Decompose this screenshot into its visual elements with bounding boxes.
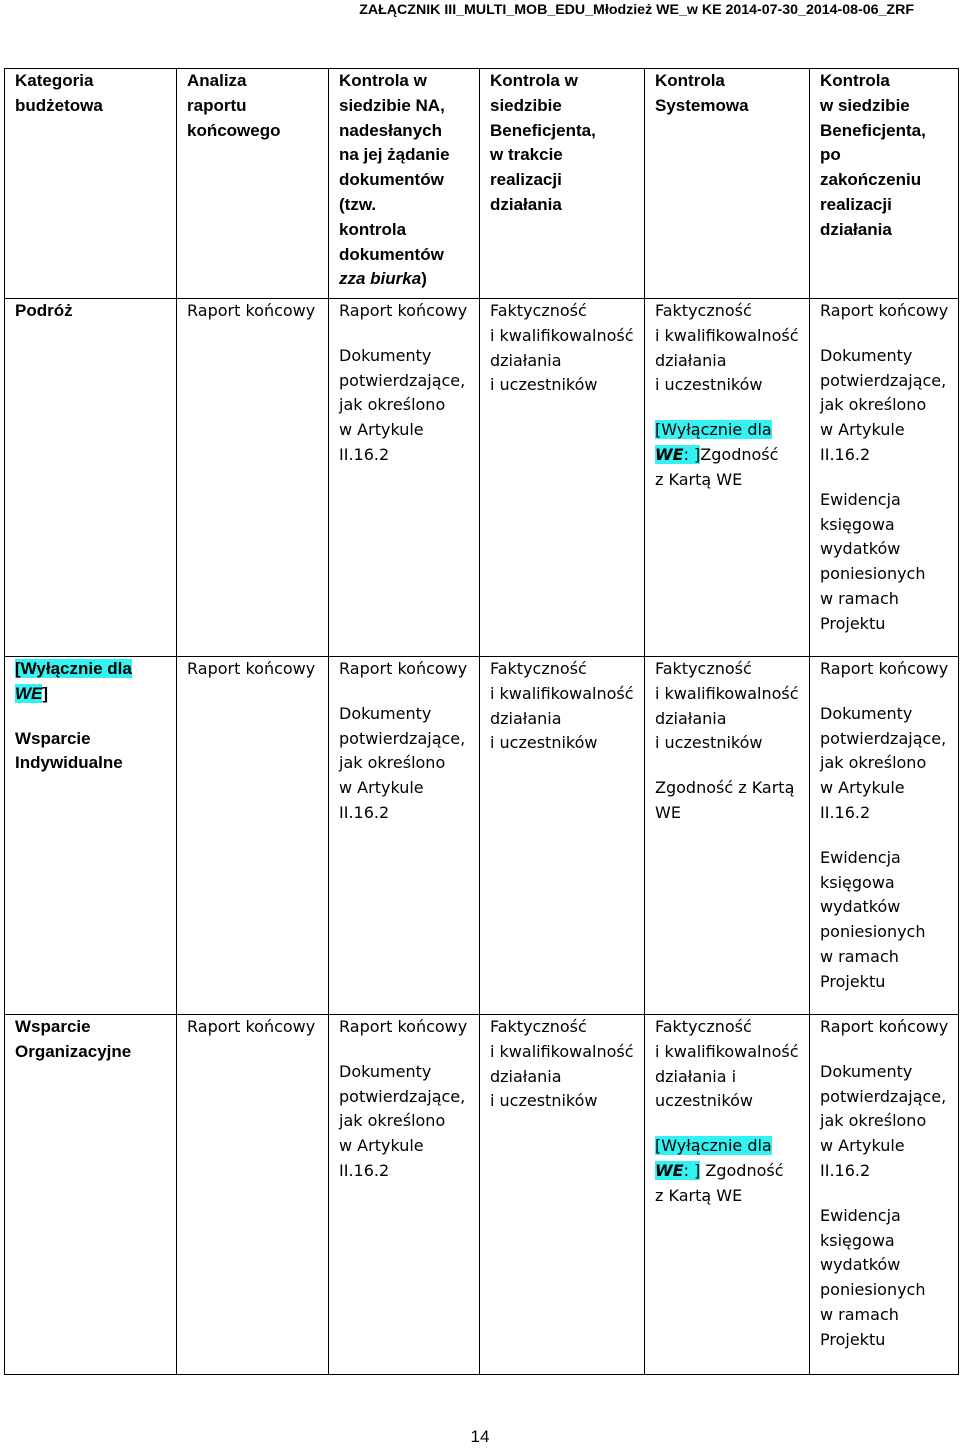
- highlight-we-only: [Wyłącznie dla: [655, 420, 772, 440]
- header-budget-category: Kategoria budżetowa: [5, 69, 177, 299]
- travel-system-check: Faktyczność i kwalifikowalność działania i uczestników [Wyłącznie dla WE: ]Zgodność z Kartą WE: [645, 299, 810, 657]
- travel-category: Podróż: [5, 299, 177, 657]
- organisational-final-check: Raport końcowy Dokumenty potwierdzające, jak określono w Artykule II.16.2 Ewidencja księgowa wydatków poniesionych w ramach Projektu: [810, 1015, 959, 1375]
- header-row: [5, 69, 959, 299]
- organisational-analysis: Raport końcowy: [177, 1015, 329, 1375]
- individual-desk-check: Raport końcowy Dokumenty potwierdzające, jak określono w Artykule II.16.2: [329, 657, 480, 1015]
- travel-ongoing-check: Faktyczność i kwalifikowalność działania i uczestników: [480, 299, 645, 657]
- table-row-travel: [5, 299, 959, 657]
- header-onsite-check-during: Kontrola w siedzibie Beneficjenta, w trakcie realizacji działania: [480, 69, 645, 299]
- individual-category: [Wyłącznie dla WE] Wsparcie Indywidualne: [5, 657, 177, 1015]
- travel-analysis: Raport końcowy: [177, 299, 329, 657]
- header-system-check: Kontrola Systemowa: [645, 69, 810, 299]
- control-matrix-table: [4, 68, 959, 1375]
- table-row-organisational-support: [5, 1015, 959, 1375]
- travel-desk-check: Raport końcowy Dokumenty potwierdzające, jak określono w Artykule II.16.2: [329, 299, 480, 657]
- header-onsite-check-after: Kontrola w siedzibie Beneficjenta, po zakończeniu realizacji działania: [810, 69, 959, 299]
- table-row-individual-support: [5, 657, 959, 1015]
- organisational-ongoing-check: Faktyczność i kwalifikowalność działania i uczestników: [480, 1015, 645, 1375]
- header-desk-check: Kontrola w siedzibie NA, nadesłanych na jej żądanie dokumentów (tzw. kontrola dokumentów zza biurka): [329, 69, 480, 299]
- individual-analysis: Raport końcowy: [177, 657, 329, 1015]
- highlight-we-only: [Wyłącznie dla: [655, 1136, 772, 1156]
- individual-system-check: Faktyczność i kwalifikowalność działania i uczestników Zgodność z Kartą WE: [645, 657, 810, 1015]
- header-final-report-analysis: Analiza raportu końcowego: [177, 69, 329, 299]
- travel-final-check: Raport końcowy Dokumenty potwierdzające, jak określono w Artykule II.16.2 Ewidencja księgowa wydatków poniesionych w ramach Projektu: [810, 299, 959, 657]
- organisational-desk-check: Raport końcowy Dokumenty potwierdzające, jak określono w Artykule II.16.2: [329, 1015, 480, 1375]
- individual-ongoing-check: Faktyczność i kwalifikowalność działania i uczestników: [480, 657, 645, 1015]
- page-number: 14: [470, 1427, 490, 1446]
- individual-final-check: Raport końcowy Dokumenty potwierdzające, jak określono w Artykule II.16.2 Ewidencja księgowa wydatków poniesionych w ramach Projektu: [810, 657, 959, 1015]
- organisational-system-check: Faktyczność i kwalifikowalność działania i uczestników [Wyłącznie dla WE: ] Zgodność z Kartą WE: [645, 1015, 810, 1375]
- document-header-filename: ZAŁĄCZNIK III_MULTI_MOB_EDU_Młodzież WE_w KE 2014-07-30_2014-08-06_ZRF: [359, 2, 914, 18]
- organisational-category: Wsparcie Organizacyjne: [5, 1015, 177, 1375]
